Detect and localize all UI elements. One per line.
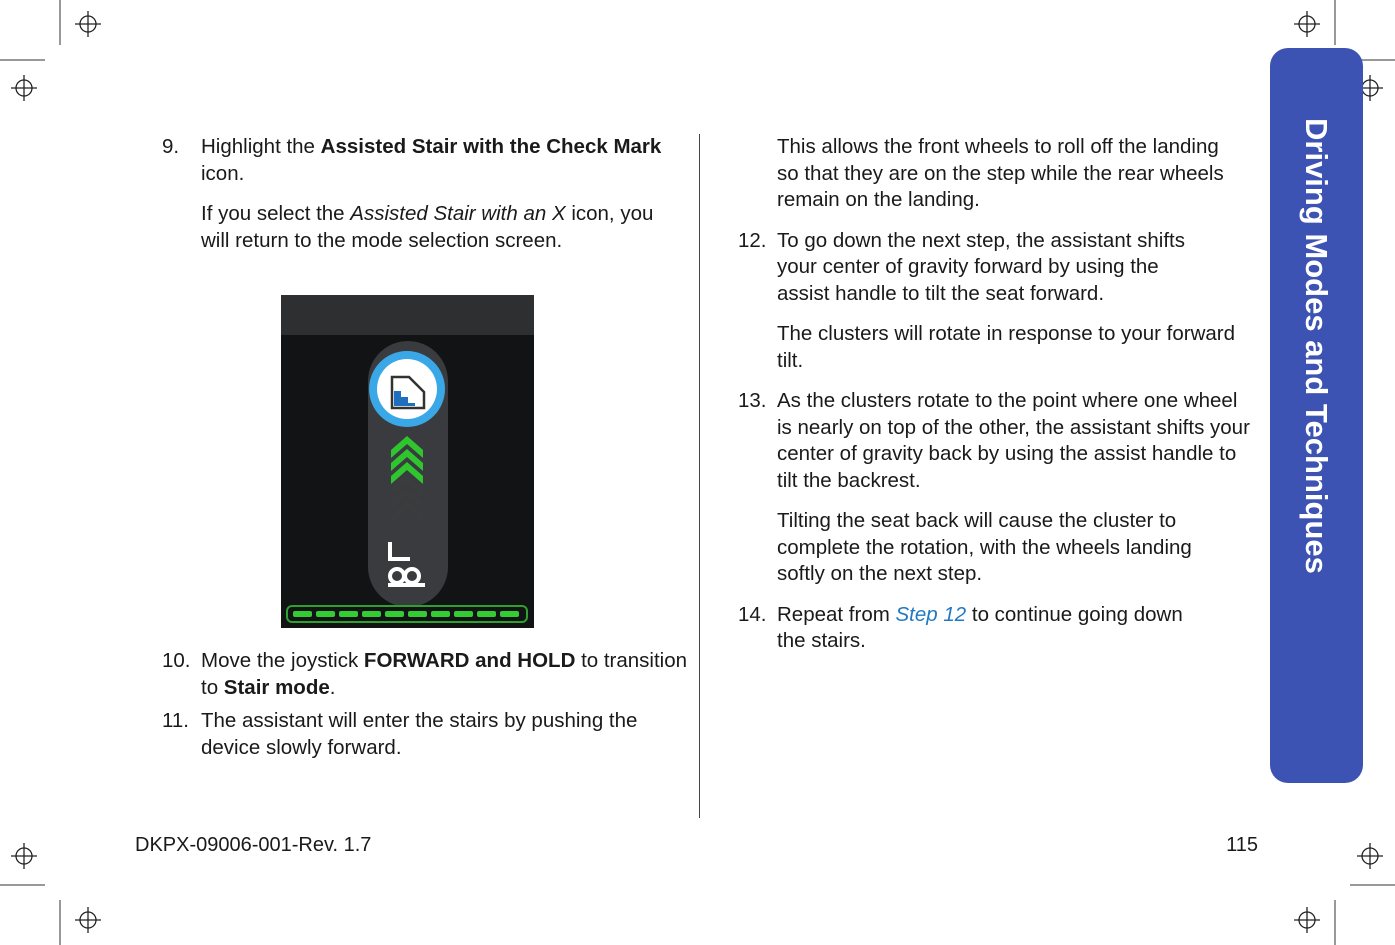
step-12: 12. To go down the next step, the assistant shifts your center of gravity forward by using the assist handle to tilt the seat forward. bbox=[738, 228, 1185, 305]
step-number: 13. bbox=[738, 389, 767, 412]
bold-term: Stair mode bbox=[223, 675, 330, 699]
step-number: 12. bbox=[738, 228, 767, 252]
step-12-link[interactable]: Step 12 bbox=[895, 602, 967, 626]
page-number: 115 bbox=[1226, 834, 1258, 856]
chapter-title: Driving Modes and Techniques bbox=[1299, 118, 1334, 574]
step-14: 14. Repeat from Step 12 to continue going down the stairs. bbox=[738, 602, 1183, 652]
step-number: 9. bbox=[162, 135, 180, 158]
step-number: 14. bbox=[738, 602, 767, 626]
document-id: DKPX-09006-001-Rev. 1.7 bbox=[135, 834, 372, 856]
screen-top-bar bbox=[281, 295, 534, 335]
column-divider bbox=[699, 134, 700, 818]
step-11: 11. The assistant will enter the stairs by pushing the device slowly forward. bbox=[162, 709, 638, 759]
bold-term: Assisted Stair with the Check Mark bbox=[320, 135, 662, 158]
step-13: 13. As the clusters rotate to the point where one wheel is nearly on top of the other, the assistant shifts your center of gravity back by using the assist handle to tilt the backrest. bbox=[738, 389, 1250, 492]
step-10: 10. Move the joystick FORWARD and HOLD to transition to Stair mode. bbox=[162, 649, 688, 699]
step-12-note: The clusters will rotate in response to your forward tilt. bbox=[777, 322, 1236, 372]
step-11-continued: This allows the front wheels to roll off the landing so that they are on the step while the rear wheels remain on the landing. bbox=[777, 135, 1224, 211]
left-column bbox=[162, 134, 688, 759]
step-number: 10. bbox=[162, 649, 191, 672]
step-number: 11. bbox=[162, 709, 189, 732]
right-column bbox=[738, 134, 1258, 655]
bold-term: FORWARD and HOLD bbox=[363, 649, 576, 672]
device-screen-graphic bbox=[281, 295, 534, 628]
step-9: 9. Highlight the Assisted Stair with the Check Mark icon. bbox=[162, 135, 662, 185]
step-13-note: Tilting the seat back will cause the cluster to complete the rotation, with the wheels landing softly on the next step. bbox=[777, 509, 1192, 585]
device-screen-image bbox=[281, 295, 534, 628]
step-9-note: If you select the Assisted Stair with an X icon, you will return to the mode selection screen. bbox=[201, 202, 654, 252]
